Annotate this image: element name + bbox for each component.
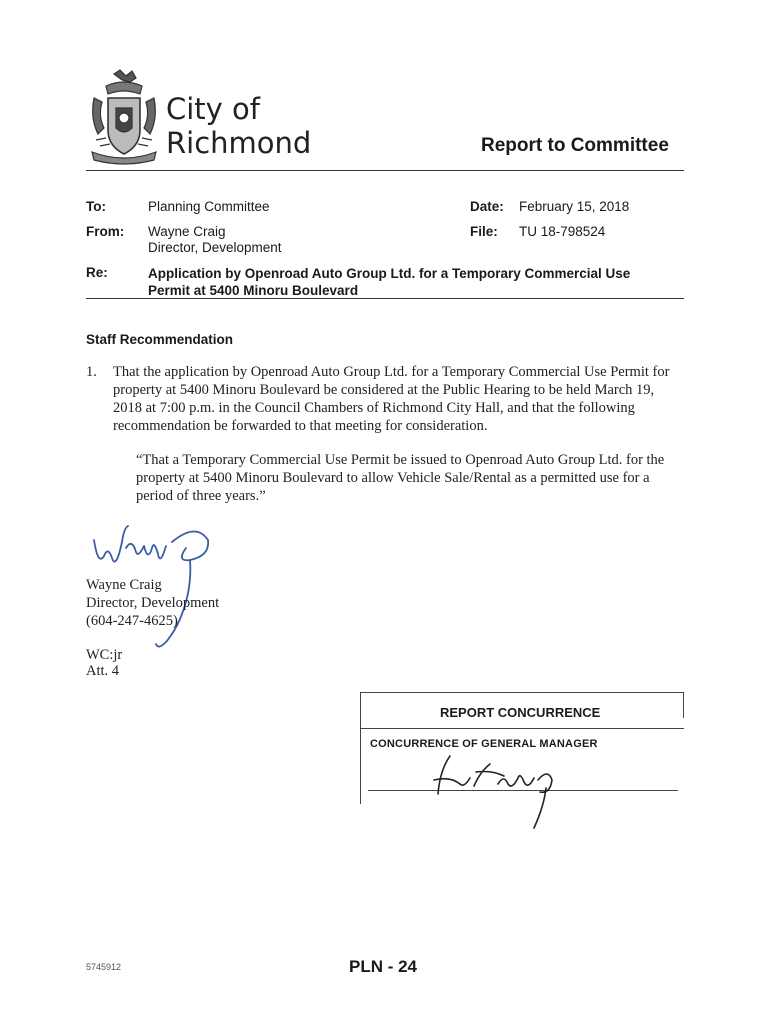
date-label: Date: xyxy=(470,199,504,214)
signatory-title: Director, Development xyxy=(86,595,220,611)
re-label: Re: xyxy=(86,265,108,280)
report-concurrence-box xyxy=(360,692,684,802)
recommendation-text: That the application by Openroad Auto Group Ltd. for a Temporary Commercial Use Permit for property at 5400 Minoru Boulevard be considered at the Public Hearing to be held March 19, 2018 at 7:00 p.m. in the Council Chambers of Richmond City Hall, and that the following recommendation be forwarded to that meeting for consideration. xyxy=(113,364,670,434)
report-title: Report to Committee xyxy=(481,135,669,156)
subject-divider xyxy=(86,298,684,299)
city-crest-logo xyxy=(86,68,162,168)
org-name-line-1: City of xyxy=(166,92,261,126)
page-code: PLN - 24 xyxy=(349,957,418,976)
manager-signature-handwritten xyxy=(420,750,580,830)
concurrence-title-divider xyxy=(360,728,684,729)
to-label: To: xyxy=(86,199,106,214)
to-value: Planning Committee xyxy=(148,199,270,214)
org-name-line-2: Richmond xyxy=(166,126,312,160)
concurrence-left-border xyxy=(360,692,361,804)
from-title: Director, Development xyxy=(148,240,282,255)
recommendation-quote: “That a Temporary Commercial Use Permit be issued to Openroad Auto Group Ltd. for the property at 5400 Minoru Boulevard to allow Vehicle Sale/Rental as a permitted use for a period of three years.” xyxy=(136,452,665,504)
signatory-phone: (604-247-4625) xyxy=(86,613,178,629)
signatory-name: Wayne Craig xyxy=(86,577,162,593)
document-reference: 5745912 xyxy=(86,962,122,972)
organization-name xyxy=(166,92,311,160)
concurrence-right-border xyxy=(683,692,684,718)
re-value: Application by Openroad Auto Group Ltd. for a Temporary Commercial Use Permit at 5400 Minoru Boulevard xyxy=(148,266,631,298)
file-label: File: xyxy=(470,224,498,239)
recommendation-number: 1. xyxy=(86,364,97,380)
attachment-count: Att. 4 xyxy=(86,663,120,679)
date-value: February 15, 2018 xyxy=(519,199,630,214)
concurrence-title: REPORT CONCURRENCE xyxy=(440,705,601,720)
concurrence-subtitle: CONCURRENCE OF GENERAL MANAGER xyxy=(370,738,598,750)
author-initials: WC:jr xyxy=(86,647,123,663)
from-label: From: xyxy=(86,224,125,239)
concurrence-top-border xyxy=(360,692,684,693)
section-heading-staff-recommendation: Staff Recommendation xyxy=(86,332,234,347)
file-value: TU 18-798524 xyxy=(519,224,606,239)
header-divider xyxy=(86,170,684,171)
from-name: Wayne Craig xyxy=(148,224,226,239)
